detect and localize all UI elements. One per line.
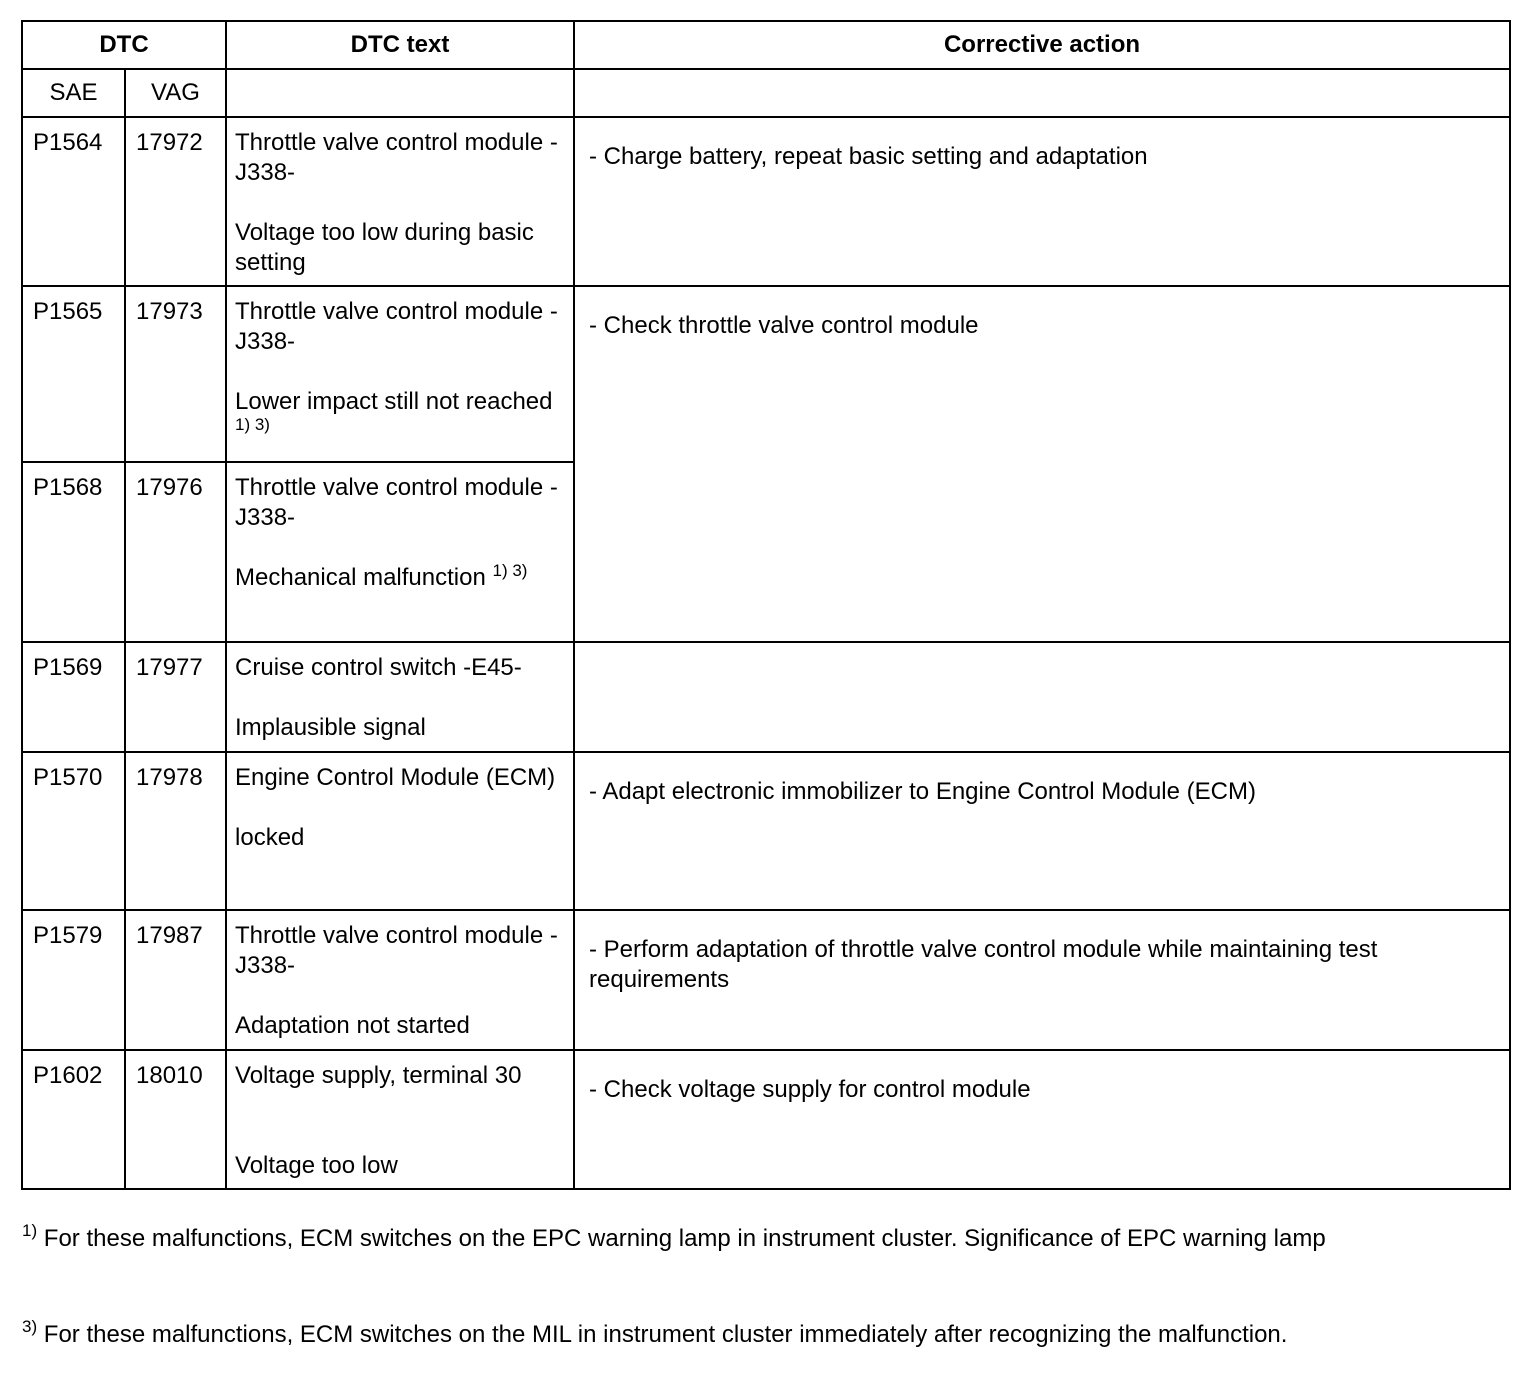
corrective-action-cell: - Perform adaptation of throttle valve control module while maintaining test requirements [574, 910, 1510, 1050]
dtc-text-cell [226, 642, 574, 752]
subheader-row [22, 69, 1510, 117]
footnote-text: For these malfunctions, ECM switches on the EPC warning lamp in instrument cluster. Significance of EPC warning lamp [43, 1225, 1326, 1252]
table-row [22, 1050, 1510, 1189]
table-row [22, 642, 1510, 752]
dtc-condition: Implausible signal [235, 714, 426, 741]
footnote-mark: 3) [22, 1317, 38, 1336]
dtc-component: Throttle valve control module -J338- [235, 922, 558, 979]
table-row [22, 752, 1510, 910]
table-row [22, 910, 1510, 1050]
sae-code: P1602 [22, 1050, 125, 1189]
dtc-text-cell [226, 752, 574, 910]
header-dtc: DTC [22, 21, 226, 69]
corrective-action-cell: - Check throttle valve control module [574, 286, 1510, 642]
vag-code: 17977 [125, 642, 226, 752]
sae-code: P1565 [22, 286, 125, 462]
header-row [22, 21, 1510, 69]
table-row [22, 286, 1510, 462]
vag-code: 17972 [125, 117, 226, 286]
corrective-action-cell: - Check voltage supply for control module [574, 1050, 1510, 1189]
sae-code: P1568 [22, 462, 125, 642]
subheader-empty-action [574, 69, 1510, 117]
dtc-component: Throttle valve control module -J338- [235, 298, 558, 355]
dtc-text-cell [226, 286, 574, 462]
vag-code: 17976 [125, 462, 226, 642]
dtc-condition: Lower impact still not reached [235, 388, 553, 415]
table-row [22, 117, 1510, 286]
dtc-text-cell [226, 462, 574, 642]
footnote-ref: 1) 3) [235, 415, 270, 434]
vag-code: 17978 [125, 752, 226, 910]
footnote-text: For these malfunctions, ECM switches on the MIL in instrument cluster immediately after recognizing the malfunction. [43, 1321, 1288, 1348]
dtc-condition: Voltage too low during basic setting [235, 219, 534, 276]
dtc-component: Throttle valve control module -J338- [235, 474, 558, 531]
dtc-condition: locked [235, 824, 305, 851]
corrective-action-cell: - Adapt electronic immobilizer to Engine Control Module (ECM) [574, 752, 1510, 910]
subheader-sae: SAE [22, 69, 125, 117]
subheader-empty-text [226, 69, 574, 117]
footnote-3 [22, 1317, 1288, 1350]
dtc-text-cell [226, 1050, 574, 1189]
sae-code: P1569 [22, 642, 125, 752]
header-corrective-action: Corrective action [574, 21, 1510, 69]
dtc-condition-wrap [235, 387, 565, 447]
dtc-condition: Mechanical malfunction [235, 564, 486, 591]
dtc-condition-wrap [235, 563, 565, 593]
dtc-condition: Voltage too low [235, 1152, 398, 1179]
corrective-action-cell [574, 642, 1510, 752]
footnote-ref: 1) 3) [492, 561, 528, 580]
footnote-mark: 1) [22, 1221, 38, 1240]
dtc-text-cell [226, 117, 574, 286]
footnote-1 [22, 1221, 1326, 1254]
dtc-table [21, 20, 1511, 1190]
dtc-text-cell [226, 910, 574, 1050]
sae-code: P1579 [22, 910, 125, 1050]
dtc-condition: Adaptation not started [235, 1012, 470, 1039]
dtc-component: Throttle valve control module -J338- [235, 129, 558, 186]
corrective-action-cell: - Charge battery, repeat basic setting and adaptation [574, 117, 1510, 286]
sae-code: P1564 [22, 117, 125, 286]
dtc-component: Voltage supply, terminal 30 [235, 1062, 522, 1089]
dtc-component: Cruise control switch -E45- [235, 654, 522, 681]
header-dtc-text: DTC text [226, 21, 574, 69]
dtc-component: Engine Control Module (ECM) [235, 764, 556, 791]
subheader-vag: VAG [125, 69, 226, 117]
vag-code: 18010 [125, 1050, 226, 1189]
vag-code: 17973 [125, 286, 226, 462]
sae-code: P1570 [22, 752, 125, 910]
vag-code: 17987 [125, 910, 226, 1050]
